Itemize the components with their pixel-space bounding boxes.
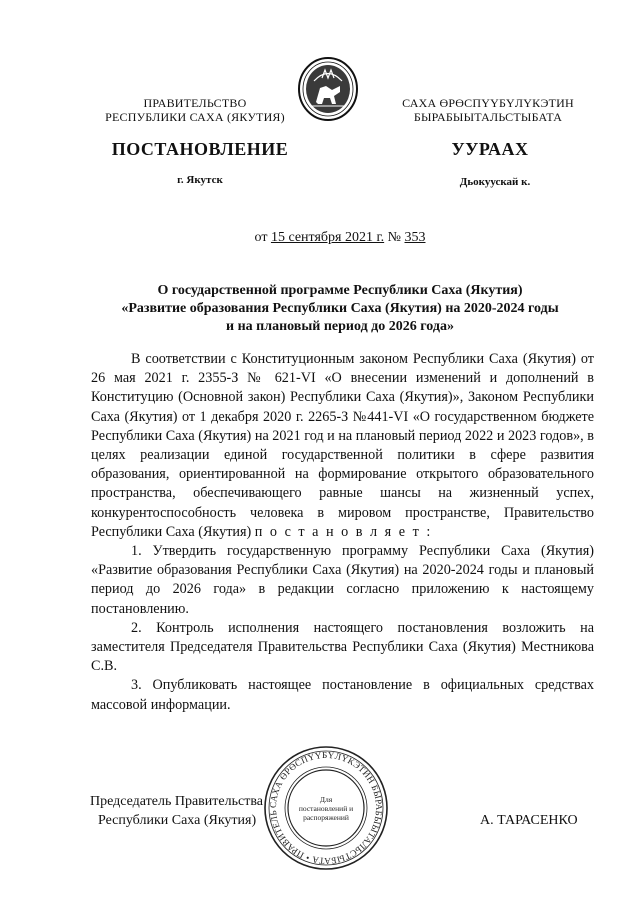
issuer-right-line2: БЫРАБЫЫТАЛЬСТЫБАТА: [413, 110, 563, 124]
decree-number: 353: [404, 230, 426, 245]
title-line2: «Развитие образования Республики Саха (Якутия) на 2020-2024 годы: [121, 301, 559, 316]
issuer-left-line1: ПРАВИТЕЛЬСТВО: [143, 96, 247, 110]
doc-type-right: УУРААХ: [451, 139, 529, 159]
body-item-3: 3. Опубликовать настоящее постановление в официальных средствах массовой информации.: [91, 677, 594, 713]
signatory-position-line1: Председатель Правительства: [90, 794, 263, 809]
decree-title: [70, 282, 610, 336]
issuer-right-line1: САХА ӨРӨСПҮҮБҮЛҮКЭТИН: [402, 96, 574, 110]
number-sign: №: [387, 230, 401, 245]
emblem-icon: [296, 56, 360, 122]
doc-type-left: ПОСТАНОВЛЕНИЕ: [111, 139, 289, 159]
issuer-left: [90, 96, 300, 124]
date-line: [0, 230, 640, 246]
decree-body: [91, 350, 594, 715]
body-item-2: 2. Контроль исполнения настоящего постановления возложить на заместителя Председателя Правительства Республики Саха (Якутия) Местникова С.В.: [91, 619, 594, 675]
city-right: Дьокуускай к.: [459, 176, 531, 188]
city-left: г. Якутск: [177, 174, 223, 186]
title-line3: и на плановый период до 2026 года»: [226, 319, 454, 334]
body-intro-paragraph: [91, 350, 594, 542]
issuer-left-line2: РЕСПУБЛИКИ САХА (ЯКУТИЯ): [105, 110, 285, 124]
seal-ring-text: САХА ӨРӨСПҮҮБҮЛҮКЭТИН БЫРАБЫЫТАЛЬСТЫБАТА • ПРАВИТЕЛЬ: [267, 749, 385, 867]
signatory-position: [90, 792, 310, 830]
seal-center-line3: распоряжений: [303, 813, 349, 822]
signatory-name: А. ТАРАСЕНКО: [480, 813, 578, 828]
issuer-right: [368, 96, 608, 124]
title-line1: О государственной программе Республики Саха (Якутия): [157, 283, 523, 298]
body-item-1: 1. Утвердить государственную программу Республики Саха (Якутия) «Развитие образования Республики Саха (Якутия) на 2020-2024 годы и плановый период до 2026 года» в редакции согласно приложению к настоящему постановлению.: [91, 543, 594, 617]
decree-word: п о с т а н о в л я е т :: [254, 523, 433, 540]
body-intro: В соответствии с Конституционным законом Республики Саха (Якутия) от 26 мая 2021 г. 2355-З № 621-VI «О внесении изменений и дополнений в Конституцию (Основной закон) Республики Саха (Якутия)», Законом Республики Саха (Якутия) от 1 декабря 2020 г. 2265-З №441-VI «О государственном бюджете Республики Саха (Якутия) на 2021 год и на плановый период 2022 и 2023 годов», в целях реализации единой государственной политики в сфере развития образования, ориентированной на формирование открытого образовательного пространства, обеспечивающего равные шансы на жизненный успех, конкурентоспособность человека в мировом пространстве, Правительство Республики Саха (Якутия): [91, 351, 594, 540]
decree-date: 15 сентября 2021 г.: [270, 230, 385, 245]
date-prefix: от: [254, 230, 268, 245]
seal-center-line1: Для: [319, 795, 333, 804]
seal-center-line2: постановлений и: [298, 804, 354, 813]
signatory-position-line2: Республики Саха (Якутия): [98, 813, 257, 828]
